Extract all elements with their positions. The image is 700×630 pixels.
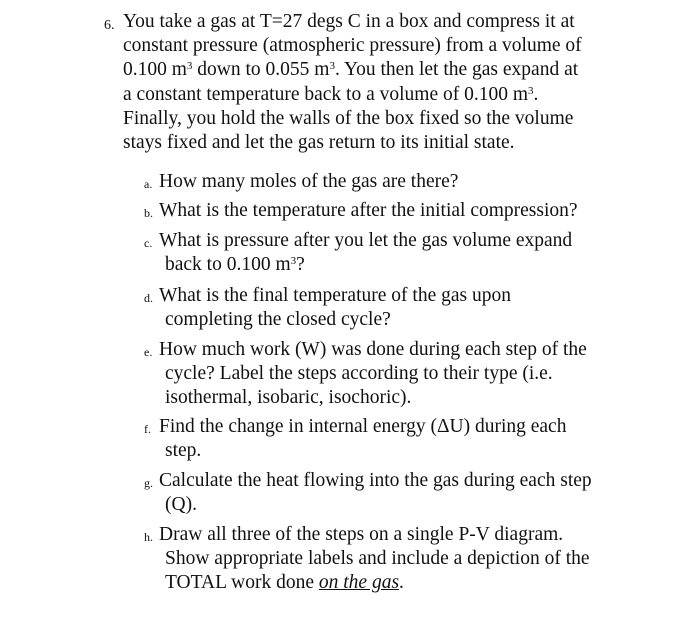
intro-line: You take a gas at T=27 degs C in a box and compress it at	[123, 11, 575, 32]
part-line: What is pressure after you let the gas volume expand	[159, 230, 573, 251]
part-label: g.	[144, 476, 153, 490]
intro-line: Finally, you hold the walls of the box fixed so the volume	[123, 107, 574, 129]
part-line: Find the change in internal energy (ΔU) during each	[159, 416, 567, 437]
part-line: Calculate the heat flowing into the gas during each step	[159, 470, 592, 491]
part-text-segment: TOTAL work done	[165, 572, 319, 594]
part-line: (Q).	[165, 494, 197, 516]
part-label: b.	[144, 206, 153, 220]
part-label: a.	[144, 177, 153, 191]
intro-line	[123, 58, 623, 82]
part-label: d.	[144, 291, 153, 305]
part-line: What is the final temperature of the gas upon	[159, 285, 511, 306]
part-text	[159, 338, 624, 411]
part-line: step.	[165, 440, 202, 462]
part-line: isothermal, isobaric, isochoric).	[165, 387, 412, 409]
part-line	[159, 571, 624, 595]
part-line: How many moles of the gas are there?	[159, 171, 459, 192]
part-line: What is the temperature after the initial compression?	[159, 200, 578, 221]
emphasis-on-the-gas: on the gas	[318, 572, 400, 594]
part-label: h.	[144, 530, 153, 544]
superscript: 3	[329, 60, 335, 73]
part-line: How much work (W) was done during each step of the	[159, 339, 587, 360]
part-label: f.	[144, 422, 151, 436]
superscript: 3	[290, 255, 297, 268]
intro-text: . You then let the gas expand at	[334, 59, 579, 81]
part-line: completing the closed cycle?	[165, 309, 391, 331]
part-text	[159, 229, 624, 277]
part-label: c.	[144, 236, 153, 250]
intro-text: a constant temperature back to a volume of 0.100 m	[123, 83, 529, 105]
part-text	[159, 199, 624, 223]
part-text	[159, 415, 624, 463]
part-text-segment: .	[399, 572, 404, 594]
intro-text: 0.100 m	[123, 59, 187, 81]
intro-line: constant pressure (atmospheric pressure) from a volume of	[123, 35, 582, 57]
part-text	[159, 284, 624, 332]
intro-text: .	[533, 83, 539, 105]
intro-line: stays fixed and let the gas return to its initial state.	[123, 132, 515, 154]
problem-number: 6.	[104, 18, 115, 33]
part-text	[159, 523, 624, 596]
superscript: 3	[186, 60, 193, 73]
part-text-segment: ?	[296, 254, 305, 276]
part-label: e.	[144, 345, 153, 359]
intro-text: down to 0.055 m	[192, 59, 330, 81]
part-line: cycle? Label the steps according to their type (i.e.	[165, 363, 553, 385]
part-text	[159, 469, 624, 517]
problem-intro	[123, 10, 623, 155]
part-text-segment: back to 0.100 m	[165, 254, 291, 276]
part-line: Show appropriate labels and include a depiction of the	[165, 548, 590, 570]
part-line: Draw all three of the steps on a single P-V diagram.	[159, 524, 564, 545]
part-text	[159, 170, 624, 194]
part-line	[159, 253, 624, 277]
intro-line	[123, 83, 623, 107]
superscript: 3	[528, 84, 534, 97]
